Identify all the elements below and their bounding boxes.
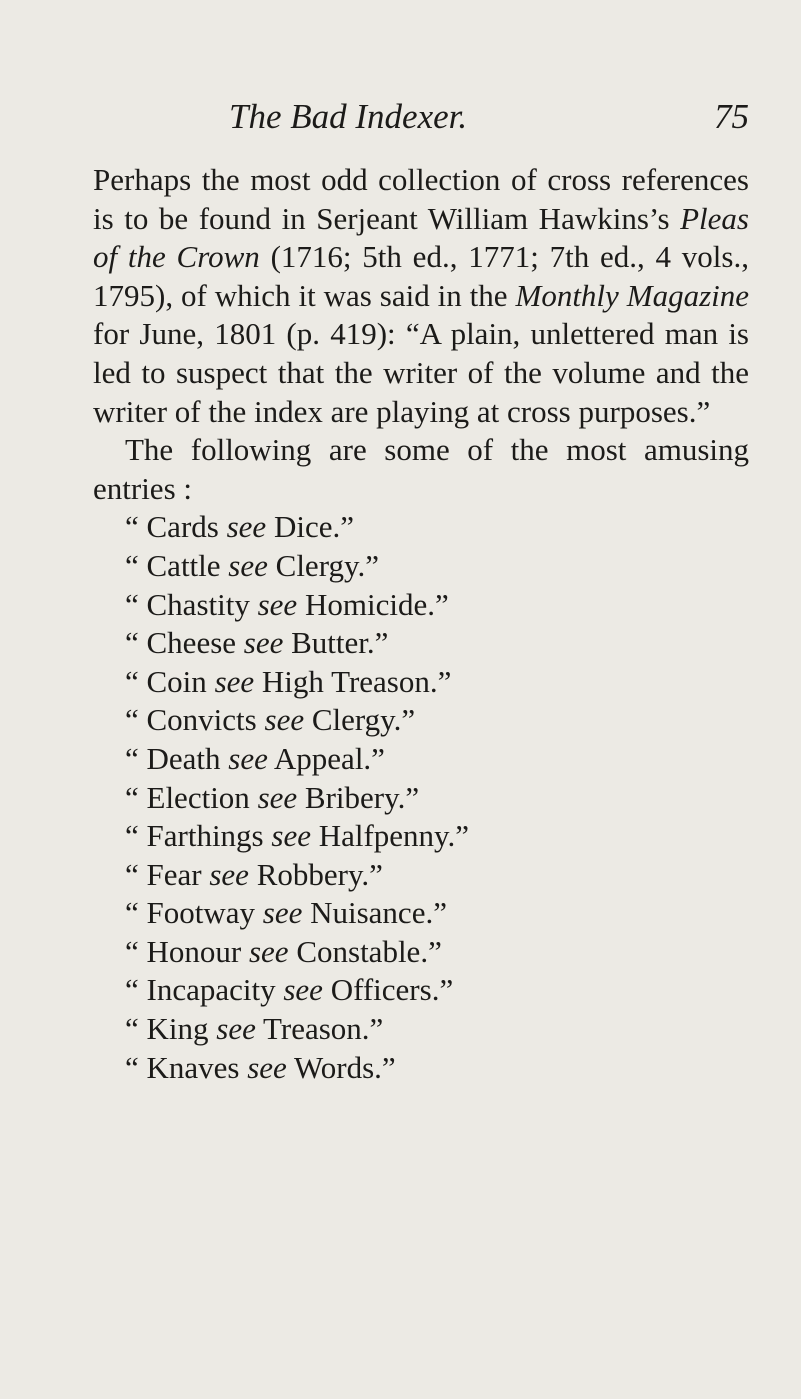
entry-see: see <box>262 895 303 931</box>
index-entry <box>93 1049 749 1088</box>
entry-reference: Robbery.” <box>248 856 383 892</box>
magazine-title-monthly-magazine: Monthly Magazine <box>515 277 750 313</box>
intro-text-1: Perhaps the most odd collection of cross references is to be found in Serjeant William Hawkins’s <box>93 162 749 236</box>
entry-reference: Bribery.” <box>297 779 420 815</box>
index-entry <box>93 663 749 702</box>
index-entry <box>93 817 749 856</box>
entry-term: “ Convicts <box>125 702 265 738</box>
entry-reference: Clergy.” <box>267 547 379 583</box>
entry-term: “ Cards <box>125 509 227 545</box>
entry-reference: Nuisance.” <box>302 895 447 931</box>
entry-see: see <box>257 586 298 622</box>
entry-reference: Halfpenny.” <box>310 818 470 854</box>
index-entry <box>93 971 749 1010</box>
entry-term: “ Coin <box>125 663 215 699</box>
entry-see: see <box>257 779 298 815</box>
entry-reference: High Treason.” <box>254 663 452 699</box>
index-entries-list <box>93 508 749 1087</box>
index-entry <box>93 508 749 547</box>
page-number: 75 <box>714 97 749 136</box>
entry-reference: Officers.” <box>322 972 454 1008</box>
index-entry <box>93 586 749 625</box>
entry-reference: Dice.” <box>266 509 354 545</box>
entry-term: “ King <box>125 1011 217 1047</box>
entry-see: see <box>264 702 305 738</box>
entry-see: see <box>216 1011 256 1047</box>
entry-see: see <box>228 740 268 776</box>
entry-reference: Appeal.” <box>267 740 385 776</box>
running-title: The Bad Indexer. <box>229 97 468 136</box>
entry-term: “ Election <box>125 779 258 815</box>
intro-text-3: for June, 1801 (p. 419): “A plain, unlettered man is led to suspect that the writer of the volume and the writer of the index are playing at cross purposes.” <box>93 316 749 429</box>
index-entry <box>93 779 749 818</box>
index-entry <box>93 547 749 586</box>
index-entry <box>93 933 749 972</box>
entry-term: “ Chastity <box>125 586 258 622</box>
entry-reference: Homicide.” <box>297 586 449 622</box>
entry-see: see <box>226 509 267 545</box>
entry-term: “ Farthings <box>125 818 272 854</box>
paragraph-following: The following are some of the most amusing entries : <box>93 432 749 506</box>
entry-reference: Treason.” <box>255 1011 384 1047</box>
entry-see: see <box>247 1049 287 1085</box>
entry-term: “ Cattle <box>125 547 229 583</box>
entry-see: see <box>209 856 249 892</box>
index-entry <box>93 624 749 663</box>
entry-reference: Clergy.” <box>304 702 416 738</box>
entry-see: see <box>271 818 311 854</box>
entry-reference: Butter.” <box>283 625 389 661</box>
text-block <box>93 161 749 1087</box>
entry-see: see <box>283 972 323 1008</box>
entry-see: see <box>214 663 255 699</box>
entry-term: “ Cheese <box>125 625 244 661</box>
entry-term: “ Incapacity <box>125 972 284 1008</box>
entry-term: “ Fear <box>125 856 210 892</box>
entry-term: “ Death <box>125 740 229 776</box>
index-entry <box>93 894 749 933</box>
index-entry <box>93 701 749 740</box>
index-entry <box>93 1010 749 1049</box>
entry-see: see <box>243 625 284 661</box>
book-title-pleas-of-the-crown: Pleas of the Crown <box>93 200 749 275</box>
intro-text-2: (1716; 5th ed., 1771; 7th ed., 4 vols., 1795), of which it was said in the <box>93 239 749 313</box>
entry-see: see <box>228 547 268 583</box>
entry-term: “ Footway <box>125 895 263 931</box>
index-entry <box>93 740 749 779</box>
entry-term: “ Knaves <box>125 1049 248 1085</box>
entry-reference: Words.” <box>286 1049 396 1085</box>
running-head <box>229 97 749 141</box>
entry-reference: Constable.” <box>288 933 442 969</box>
entry-see: see <box>248 933 289 969</box>
index-entry <box>93 856 749 895</box>
entry-term: “ Honour <box>125 933 249 969</box>
paragraph-intro <box>93 161 749 431</box>
